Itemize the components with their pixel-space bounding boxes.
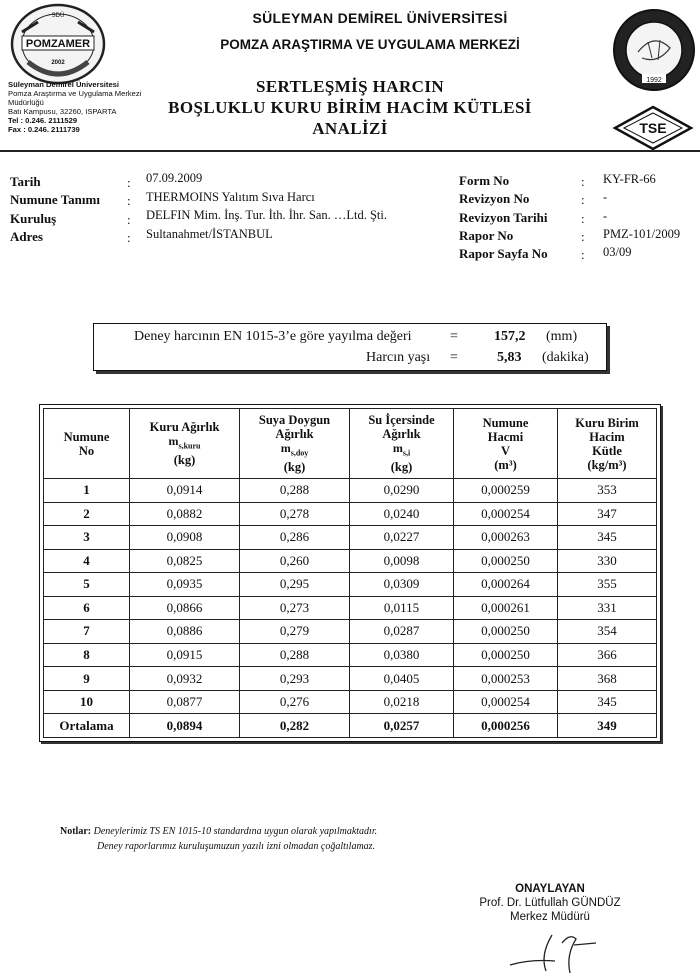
cell-numune-hacmi: 0,000250 bbox=[454, 549, 558, 573]
average-numune-no: Ortalama bbox=[44, 714, 130, 738]
cell-suya-doygun-agirlik: 0,279 bbox=[240, 620, 350, 644]
header-line: Numune bbox=[63, 429, 110, 444]
cell-kuru-agirlik: 0,0908 bbox=[130, 526, 240, 550]
info-label-adres: Adres bbox=[10, 229, 43, 244]
cell-numune-no: 8 bbox=[44, 643, 130, 667]
cell-su-icersinde-agirlik: 0,0218 bbox=[350, 690, 454, 714]
header-line: Hacim bbox=[589, 429, 625, 444]
header-unit: (kg) bbox=[173, 453, 196, 468]
approval-title: ONAYLAYAN bbox=[515, 883, 585, 895]
cell-suya-doygun-agirlik: 0,278 bbox=[240, 502, 350, 526]
university-seal bbox=[612, 2, 696, 102]
header-kuru-birim-hacim-kutle bbox=[558, 409, 657, 479]
test-conditions-box bbox=[93, 323, 607, 371]
mortar-age-equals: = bbox=[450, 350, 458, 365]
cell-suya-doygun-agirlik: 0,276 bbox=[240, 690, 350, 714]
cell-numune-no: 5 bbox=[44, 573, 130, 597]
cell-kuru-birim-hacim-kutle: 366 bbox=[558, 643, 657, 667]
table-row bbox=[44, 502, 657, 526]
cell-numune-no: 4 bbox=[44, 549, 130, 573]
title-line: SERTLEŞMİŞ HARCIN bbox=[255, 77, 445, 96]
info-value-revizyon-tarihi: - bbox=[603, 209, 608, 223]
address-line: Müdürlüğü bbox=[8, 98, 44, 107]
cell-kuru-agirlik: 0,0825 bbox=[130, 549, 240, 573]
average-row bbox=[44, 714, 657, 738]
average-numune-hacmi: 0,000256 bbox=[454, 714, 558, 738]
tse-text: TSE bbox=[639, 120, 667, 136]
spread-label: Deney harcının EN 1015-3’e göre yayılma değeri bbox=[134, 329, 412, 344]
header-unit: (m³) bbox=[494, 457, 517, 472]
cell-numune-hacmi: 0,000254 bbox=[454, 502, 558, 526]
results-table bbox=[43, 408, 657, 738]
average-su-icersinde-agirlik: 0,0257 bbox=[350, 714, 454, 738]
info-colon: : bbox=[127, 175, 131, 190]
info-colon: : bbox=[127, 212, 131, 227]
cell-suya-doygun-agirlik: 0,288 bbox=[240, 643, 350, 667]
approver-role: Merkez Müdürü bbox=[510, 911, 590, 923]
cell-numune-no: 10 bbox=[44, 690, 130, 714]
title-line: ANALİZİ bbox=[312, 119, 388, 138]
table-row bbox=[44, 667, 657, 691]
cell-kuru-birim-hacim-kutle: 345 bbox=[558, 690, 657, 714]
cell-suya-doygun-agirlik: 0,293 bbox=[240, 667, 350, 691]
cell-numune-no: 2 bbox=[44, 502, 130, 526]
info-colon: : bbox=[127, 230, 131, 245]
header-unit: (kg) bbox=[390, 460, 413, 475]
cell-kuru-agirlik: 0,0932 bbox=[130, 667, 240, 691]
header-symbol bbox=[240, 441, 349, 460]
table-row bbox=[44, 690, 657, 714]
cell-kuru-birim-hacim-kutle: 330 bbox=[558, 549, 657, 573]
info-value-form-no: KY-FR-66 bbox=[603, 172, 656, 186]
average-kuru-birim-hacim-kutle: 349 bbox=[558, 714, 657, 738]
table-row bbox=[44, 479, 657, 503]
header-symbol: V bbox=[500, 443, 511, 458]
cell-kuru-birim-hacim-kutle: 355 bbox=[558, 573, 657, 597]
cell-kuru-birim-hacim-kutle: 353 bbox=[558, 479, 657, 503]
signature bbox=[500, 925, 620, 975]
header-line: Kütle bbox=[592, 443, 622, 458]
cell-numune-no: 3 bbox=[44, 526, 130, 550]
table-row bbox=[44, 573, 657, 597]
info-value-numune: THERMOINS Yalıtım Sıva Harcı bbox=[146, 190, 315, 204]
mortar-age-label: Harcın yaşı bbox=[366, 350, 431, 365]
cell-suya-doygun-agirlik: 0,288 bbox=[240, 479, 350, 503]
symbol: m bbox=[168, 433, 179, 448]
cell-kuru-agirlik: 0,0877 bbox=[130, 690, 240, 714]
info-value-adres: Sultanahmet/İSTANBUL bbox=[146, 227, 273, 241]
results-body bbox=[44, 479, 657, 738]
note-line: Deneylerimiz TS EN 1015-10 standardına uygun olarak yapılmaktadır. bbox=[93, 826, 378, 837]
address-block bbox=[8, 80, 141, 134]
header-line: Hacmi bbox=[487, 429, 524, 444]
symbol: m bbox=[280, 440, 291, 455]
cell-suya-doygun-agirlik: 0,295 bbox=[240, 573, 350, 597]
logo-left-text: POMZAMER bbox=[25, 38, 91, 50]
header-line: Kuru Ağırlık bbox=[149, 419, 220, 434]
header-line: No bbox=[78, 443, 95, 458]
results-table-frame bbox=[39, 404, 661, 742]
cell-su-icersinde-agirlik: 0,0380 bbox=[350, 643, 454, 667]
info-colon: : bbox=[581, 174, 585, 189]
cell-su-icersinde-agirlik: 0,0287 bbox=[350, 620, 454, 644]
spread-unit: (mm) bbox=[546, 329, 578, 344]
mortar-age-unit: (dakika) bbox=[542, 350, 589, 365]
cell-kuru-birim-hacim-kutle: 354 bbox=[558, 620, 657, 644]
info-label-kurulus: Kuruluş bbox=[10, 211, 57, 226]
cell-su-icersinde-agirlik: 0,0405 bbox=[350, 667, 454, 691]
cell-numune-no: 7 bbox=[44, 620, 130, 644]
cell-kuru-birim-hacim-kutle: 345 bbox=[558, 526, 657, 550]
cell-numune-hacmi: 0,000253 bbox=[454, 667, 558, 691]
cell-numune-hacmi: 0,000250 bbox=[454, 643, 558, 667]
cell-numune-hacmi: 0,000250 bbox=[454, 620, 558, 644]
table-row bbox=[44, 620, 657, 644]
info-colon: : bbox=[581, 192, 585, 207]
symbol-subscript: s,i bbox=[402, 448, 411, 458]
report-title bbox=[140, 76, 560, 139]
header-numune-no bbox=[44, 409, 130, 479]
info-colon: : bbox=[581, 247, 585, 262]
cell-suya-doygun-agirlik: 0,260 bbox=[240, 549, 350, 573]
spread-value: 157,2 bbox=[494, 329, 526, 344]
cell-numune-hacmi: 0,000263 bbox=[454, 526, 558, 550]
cell-kuru-agirlik: 0,0935 bbox=[130, 573, 240, 597]
cell-su-icersinde-agirlik: 0,0227 bbox=[350, 526, 454, 550]
info-value-kurulus: DELFIN Mim. İnş. Tur. İth. İhr. San. …Ltd. Şti. bbox=[146, 208, 387, 222]
cell-numune-no: 1 bbox=[44, 479, 130, 503]
info-value-rapor-no: PMZ-101/2009 bbox=[603, 227, 681, 241]
cell-numune-no: 6 bbox=[44, 596, 130, 620]
tse-logo bbox=[612, 104, 694, 152]
info-value-rapor-sayfa: 03/09 bbox=[603, 245, 632, 259]
cell-suya-doygun-agirlik: 0,273 bbox=[240, 596, 350, 620]
logo-left-year: 2002 bbox=[51, 60, 65, 66]
header-numune-hacmi bbox=[454, 409, 558, 479]
info-colon: : bbox=[127, 193, 131, 208]
symbol-subscript: s,doy bbox=[290, 448, 309, 458]
address-line: Pomza Araştırma ve Uygulama Merkezi bbox=[8, 89, 142, 98]
average-kuru-agirlik: 0,0894 bbox=[130, 714, 240, 738]
header-line: Numune bbox=[482, 415, 529, 430]
info-label-tarih: Tarih bbox=[10, 174, 41, 189]
info-label-rapor-sayfa: Rapor Sayfa No bbox=[459, 246, 548, 261]
header-divider bbox=[0, 150, 700, 152]
info-colon: : bbox=[581, 229, 585, 244]
header-symbol bbox=[350, 441, 453, 460]
cell-suya-doygun-agirlik: 0,286 bbox=[240, 526, 350, 550]
cell-su-icersinde-agirlik: 0,0098 bbox=[350, 549, 454, 573]
info-label-revizyon-tarihi: Revizyon Tarihi bbox=[459, 210, 548, 225]
cell-kuru-birim-hacim-kutle: 347 bbox=[558, 502, 657, 526]
notes-block bbox=[60, 824, 377, 854]
note-line: Deney raporlarımız kuruluşumuzun yazılı izni olmadan çoğaltılamaz. bbox=[97, 841, 376, 852]
cell-kuru-agirlik: 0,0866 bbox=[130, 596, 240, 620]
header-kuru-agirlik bbox=[130, 409, 240, 479]
header-line: Ağırlık bbox=[382, 426, 421, 441]
cell-su-icersinde-agirlik: 0,0309 bbox=[350, 573, 454, 597]
table-row bbox=[44, 643, 657, 667]
info-label-form-no: Form No bbox=[459, 173, 510, 188]
university-name: SÜLEYMAN DEMİREL ÜNİVERSİTESİ bbox=[252, 10, 508, 26]
table-row bbox=[44, 549, 657, 573]
cell-kuru-birim-hacim-kutle: 331 bbox=[558, 596, 657, 620]
cell-kuru-agirlik: 0,0882 bbox=[130, 502, 240, 526]
cell-su-icersinde-agirlik: 0,0240 bbox=[350, 502, 454, 526]
approver-name: Prof. Dr. Lütfullah GÜNDÜZ bbox=[479, 897, 621, 909]
cell-kuru-agirlik: 0,0914 bbox=[130, 479, 240, 503]
address-line: Fax : 0.246. 2111739 bbox=[8, 125, 80, 134]
info-value-revizyon-no: - bbox=[603, 190, 608, 204]
info-label-revizyon-no: Revizyon No bbox=[459, 191, 530, 206]
header-line: Ağırlık bbox=[275, 426, 314, 441]
info-label-numune: Numune Tanımı bbox=[10, 192, 100, 207]
info-value-tarih: 07.09.2009 bbox=[146, 171, 203, 185]
info-colon: : bbox=[581, 211, 585, 226]
spread-equals: = bbox=[450, 329, 458, 344]
header-symbol bbox=[130, 434, 239, 453]
header-unit: (kg/m³) bbox=[587, 457, 627, 472]
info-label-rapor-no: Rapor No bbox=[459, 228, 514, 243]
address-line: Süleyman Demirel Üniversitesi bbox=[8, 80, 120, 89]
cell-numune-no: 9 bbox=[44, 667, 130, 691]
logo-left-small: SDÜ bbox=[51, 13, 65, 19]
address-line: Tel : 0.246. 2111529 bbox=[8, 116, 78, 125]
symbol-subscript: s,kuru bbox=[178, 441, 201, 451]
cell-su-icersinde-agirlik: 0,0290 bbox=[350, 479, 454, 503]
symbol: m bbox=[392, 440, 403, 455]
header-suya-doygun bbox=[240, 409, 350, 479]
table-row bbox=[44, 526, 657, 550]
address-line: Batı Kampusu, 32260, ISPARTA bbox=[8, 107, 117, 116]
header-line: Suya Doygun bbox=[258, 412, 331, 427]
cell-kuru-birim-hacim-kutle: 368 bbox=[558, 667, 657, 691]
cell-numune-hacmi: 0,000259 bbox=[454, 479, 558, 503]
cell-numune-hacmi: 0,000254 bbox=[454, 690, 558, 714]
seal-year: 1992 bbox=[646, 77, 662, 84]
cell-numune-hacmi: 0,000261 bbox=[454, 596, 558, 620]
cell-numune-hacmi: 0,000264 bbox=[454, 573, 558, 597]
header-line: Kuru Birim bbox=[575, 415, 639, 430]
center-name: POMZA ARAŞTIRMA VE UYGULAMA MERKEZİ bbox=[220, 37, 520, 52]
header-su-icersinde bbox=[350, 409, 454, 479]
header-line: Su İçersinde bbox=[368, 412, 435, 427]
table-row bbox=[44, 596, 657, 620]
average-suya-doygun-agirlik: 0,282 bbox=[240, 714, 350, 738]
cell-kuru-agirlik: 0,0886 bbox=[130, 620, 240, 644]
mortar-age-value: 5,83 bbox=[497, 350, 522, 365]
cell-kuru-agirlik: 0,0915 bbox=[130, 643, 240, 667]
cell-su-icersinde-agirlik: 0,0115 bbox=[350, 596, 454, 620]
approval-block bbox=[470, 882, 630, 924]
title-line: BOŞLUKLU KURU BİRİM HACİM KÜTLESİ bbox=[168, 98, 532, 117]
header-unit: (kg) bbox=[283, 460, 306, 475]
notes-label: Notlar: bbox=[60, 826, 92, 837]
